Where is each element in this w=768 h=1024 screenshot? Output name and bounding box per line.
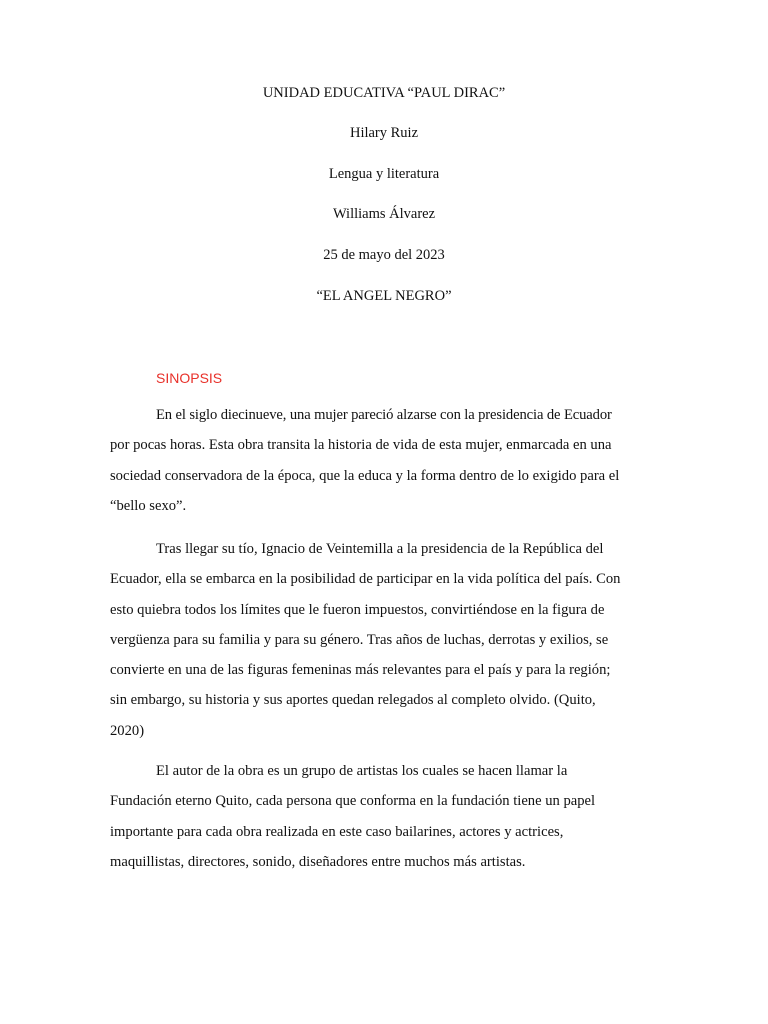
student-name: Hilary Ruiz <box>349 125 419 141</box>
paragraph-line: vergüenza para su familia y para su género. Tras años de luchas, derrotas y exilios, se <box>110 631 609 648</box>
section-heading-sinopsis: SINOPSIS <box>156 370 223 386</box>
paragraph-line: Tras llegar su tío, Ignacio de Veintemilla a la presidencia de la República del <box>156 541 604 557</box>
paragraph-3 <box>110 756 658 877</box>
paragraph-line: El autor de la obra es un grupo de artistas los cuales se hacen llamar la <box>156 763 568 779</box>
paragraph-1 <box>110 400 658 521</box>
paragraph-line: sociedad conservadora de la época, que la educa y la forma dentro de lo exigido para el <box>110 467 620 484</box>
teacher-name: Williams Álvarez <box>332 206 436 222</box>
paragraph-line: Fundación eterno Quito, cada persona que conforma en la fundación tiene un papel <box>110 793 596 810</box>
subject-name: Lengua y literatura <box>328 166 440 182</box>
document-date: 25 de mayo del 2023 <box>323 247 445 263</box>
paragraph-line: convierte en una de las figuras femeninas más relevantes para el país y para la región; <box>110 662 611 679</box>
paragraph-line: “bello sexo”. <box>110 497 187 514</box>
document-title: “EL ANGEL NEGRO” <box>316 288 452 304</box>
paragraph-line: En el siglo diecinueve, una mujer pareció alzarse con la presidencia de Ecuador <box>156 407 612 423</box>
paragraph-line: importante para cada obra realizada en este caso bailarines, actores y actrices, <box>110 823 564 840</box>
paragraph-line: por pocas horas. Esta obra transita la historia de vida de esta mujer, enmarcada en una <box>110 437 612 454</box>
paragraph-line: 2020) <box>110 722 145 739</box>
paragraph-line: Ecuador, ella se embarca en la posibilidad de participar en la vida política del país. Con <box>110 571 621 588</box>
paragraph-line: esto quiebra todos los límites que le fueron impuestos, convirtiéndose en la figura de <box>110 601 605 618</box>
paragraph-line: sin embargo, su historia y sus aportes quedan relegados al completo olvido. (Quito, <box>110 692 596 709</box>
paragraph-line: maquillistas, directores, sonido, diseñadores entre muchos más artistas. <box>110 853 526 870</box>
school-name: UNIDAD EDUCATIVA “PAUL DIRAC” <box>262 85 506 101</box>
paragraph-2 <box>110 534 658 746</box>
